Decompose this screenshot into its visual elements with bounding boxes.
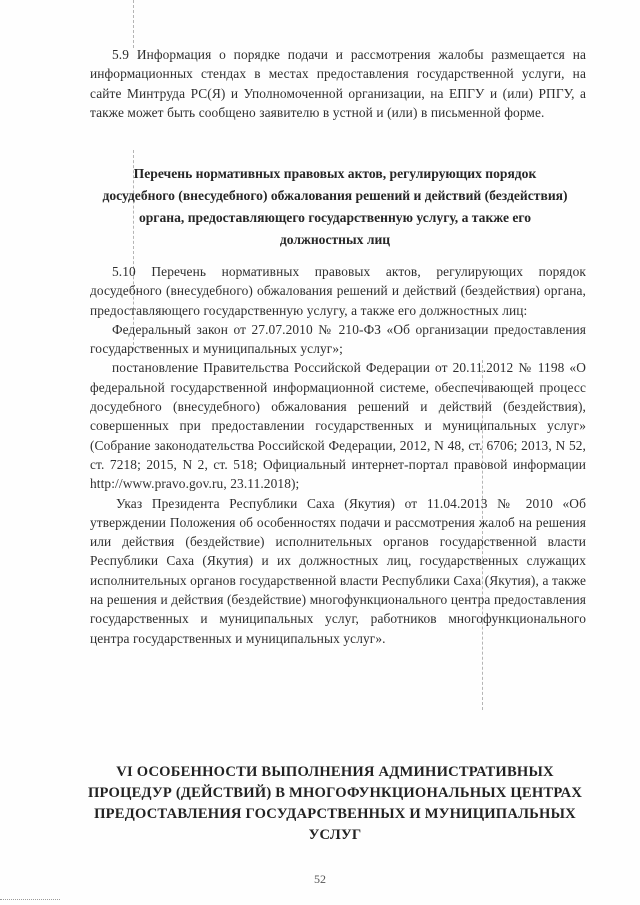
section-heading-6-text: VI ОСОБЕННОСТИ ВЫПОЛНЕНИЯ АДМИНИСТРАТИВНЫХ ПРОЦЕДУР (ДЕЙСТВИЙ) В МНОГОФУНКЦИОНАЛЬНЫХ ЦЕНТРАХ ПРЕДОСТАВЛЕНИЯ ГОСУДАРСТВЕННЫХ И МУНИЦИПАЛЬНЫХ УСЛУГ — [87, 764, 583, 843]
legal-act-item-government-decree: постановление Правительства Российской Федерации от 20.11.2012 № 1198 «О федеральной государственной информационной системе, обеспечивающей процесс досудебного (внесудебного) обжалования решений и действий (бездействия), совершенных при предоставлении государственных и муниципальных услуг» (Собрание законодательства Российской Федерации, 2012, N 48, ст. 6706; 2013, N 52, ст. 7218; 2015, N 2, ст. 518; Официальный интернет-портал правовой информации http://www.pravo.gov.ru, 23.11.2018); — [90, 360, 586, 492]
page-number: 52 — [314, 872, 326, 886]
paragraph-5-9-text: 5.9 Информация о порядке подачи и рассмотрения жалобы размещается на информационных стендах в местах предоставления государственной услуги, на сайте Минтруда РС(Я) и Уполномоченной организации, на ЕПГУ и (или) РПГУ, а также может быть сообщено заявителю в устной и (или) в письменной форме. — [90, 47, 586, 120]
footer-divider — [0, 899, 60, 900]
paragraph-5-9 — [90, 45, 586, 122]
legal-act-item-presidential-decree: Указ Президента Республики Саха (Якутия) от 11.04.2013 № 2010 «Об утверждении Положения об особенностях подачи и рассмотрения жалоб на решения или действия (бездействие) исполнительных органов государственной власти Республики Саха (Якутия) и их должностных лиц, государственных служащих исполнительных органов государственной власти Республики Саха (Якутия), а также на решения и действия (бездействие) многофункционального центра предоставления государственных и муниципальных услуг, работников многофункционального центра государственных и муниципальных услуг». — [90, 495, 586, 646]
paragraph-5-10 — [90, 262, 586, 648]
legal-act-item-federal-law: Федеральный закон от 27.07.2010 № 210-ФЗ «Об организации предоставления государственных и муниципальных услуг»; — [90, 321, 586, 357]
scan-fold-line — [133, 0, 134, 48]
section-heading-legal-acts — [100, 163, 570, 251]
section-heading-6 — [80, 762, 590, 846]
section-heading-legal-acts-text: Перечень нормативных правовых актов, регулирующих порядок досудебного (внесудебного) обжалования решений и действий (бездействия) органа, предоставляющего государственную услугу, а также его должностных лиц — [102, 166, 568, 247]
paragraph-5-10-intro: 5.10 Перечень нормативных правовых актов, регулирующих порядок досудебного (внесудебного) обжалования решений и действий (бездействия) органа, предоставляющего государственную услугу, а также его должностных лиц: — [90, 264, 586, 318]
